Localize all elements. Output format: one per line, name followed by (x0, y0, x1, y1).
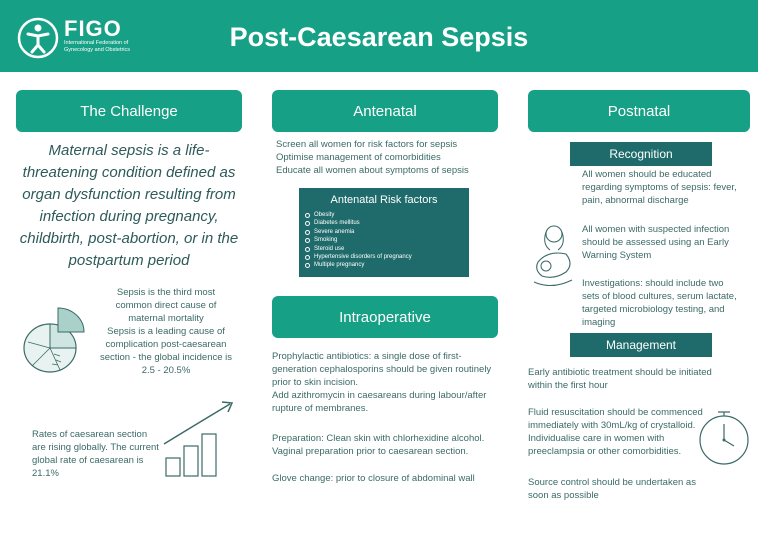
intraoperative-heading: Intraoperative (272, 296, 498, 338)
risk-factors-title: Antenatal Risk factors (330, 194, 438, 206)
fact-caesarean-rate: Rates of caesarean section are rising globally. The current global rate of caesarean is 21.1% (32, 429, 159, 479)
management-fluids: Fluid resuscitation should be commenced immediately with 30mL/kg of crystalloid. Individualise care in women with preeclampsia or other comorbidities. (528, 407, 703, 457)
clock-icon (696, 406, 752, 472)
risk-factor-item: Hypertensive disorders of pregnancy (305, 253, 412, 261)
logo-subtitle: International Federation of Gynecology and Obstetrics (64, 40, 131, 53)
risk-factor-item: Diabetes mellitus (305, 219, 412, 227)
postnatal-heading: Postnatal (528, 90, 750, 132)
challenge-quote: Maternal sepsis is a life-threatening condition defined as organ dysfunction resulting from infection during pregnancy, childbirth, post-abortion, or in the postpartum period (19, 142, 239, 269)
risk-factors-list (305, 211, 412, 270)
fact-mortality: Sepsis is the third most common direct cause of maternal mortality (115, 287, 217, 324)
management-antibiotics: Early antibiotic treatment should be initiated within the first hour (528, 367, 712, 391)
antenatal-screen: Screen all women for risk factors for sepsis (276, 139, 458, 150)
risk-factor-item: Smoking (305, 236, 412, 244)
recognition-educate: All women should be educated regarding symptoms of sepsis: fever, pain, abnormal discharge (582, 169, 737, 206)
mother-baby-icon (528, 222, 578, 292)
pie-chart-icon (20, 298, 92, 380)
antenatal-heading: Antenatal (272, 90, 498, 132)
fact-incidence: Sepsis is a leading cause of complication post-caesarean section - the global incidence is 2.5 - 20.5% (99, 326, 233, 376)
recognition-assess: All women with suspected infection should be assessed using an Early Warning System (582, 224, 730, 261)
rising-bar-chart-icon (160, 398, 244, 482)
intraop-antibiotics: Prophylactic antibiotics: a single dose of first-generation cephalosporins should be given routinely prior to skin incision. (272, 351, 492, 388)
intraop-glove-change: Glove change: prior to closure of abdominal wall (272, 473, 475, 484)
recognition-investigations: Investigations: should include two sets of blood cultures, serum lactate, targeted microbiology testing, and imaging (582, 278, 737, 328)
risk-factor-item: Steroid use (305, 245, 412, 253)
recognition-heading: Recognition (570, 142, 712, 166)
risk-factor-item: Severe anemia (305, 228, 412, 236)
challenge-heading: The Challenge (16, 90, 242, 132)
intraop-azithromycin: Add azithromycin in caesareans during labour/after rupture of membranes. (272, 390, 487, 414)
header-banner (0, 0, 758, 72)
logo-name: FIGO (64, 16, 122, 41)
intraop-preparation: Preparation: Clean skin with chlorhexidine alcohol. Vaginal preparation prior to caesarean section. (272, 433, 485, 457)
page-title: Post-Caesarean Sepsis (229, 22, 529, 52)
antenatal-educate: Educate all women about symptoms of sepsis (276, 165, 469, 176)
management-source-control: Source control should be undertaken as soon as possible (528, 477, 696, 501)
management-heading: Management (570, 333, 712, 357)
antenatal-optimise: Optimise management of comorbidities (276, 152, 441, 163)
risk-factors-box (299, 188, 469, 277)
risk-factor-item: Multiple pregnancy (305, 261, 412, 269)
risk-factor-item: Obesity (305, 211, 412, 219)
